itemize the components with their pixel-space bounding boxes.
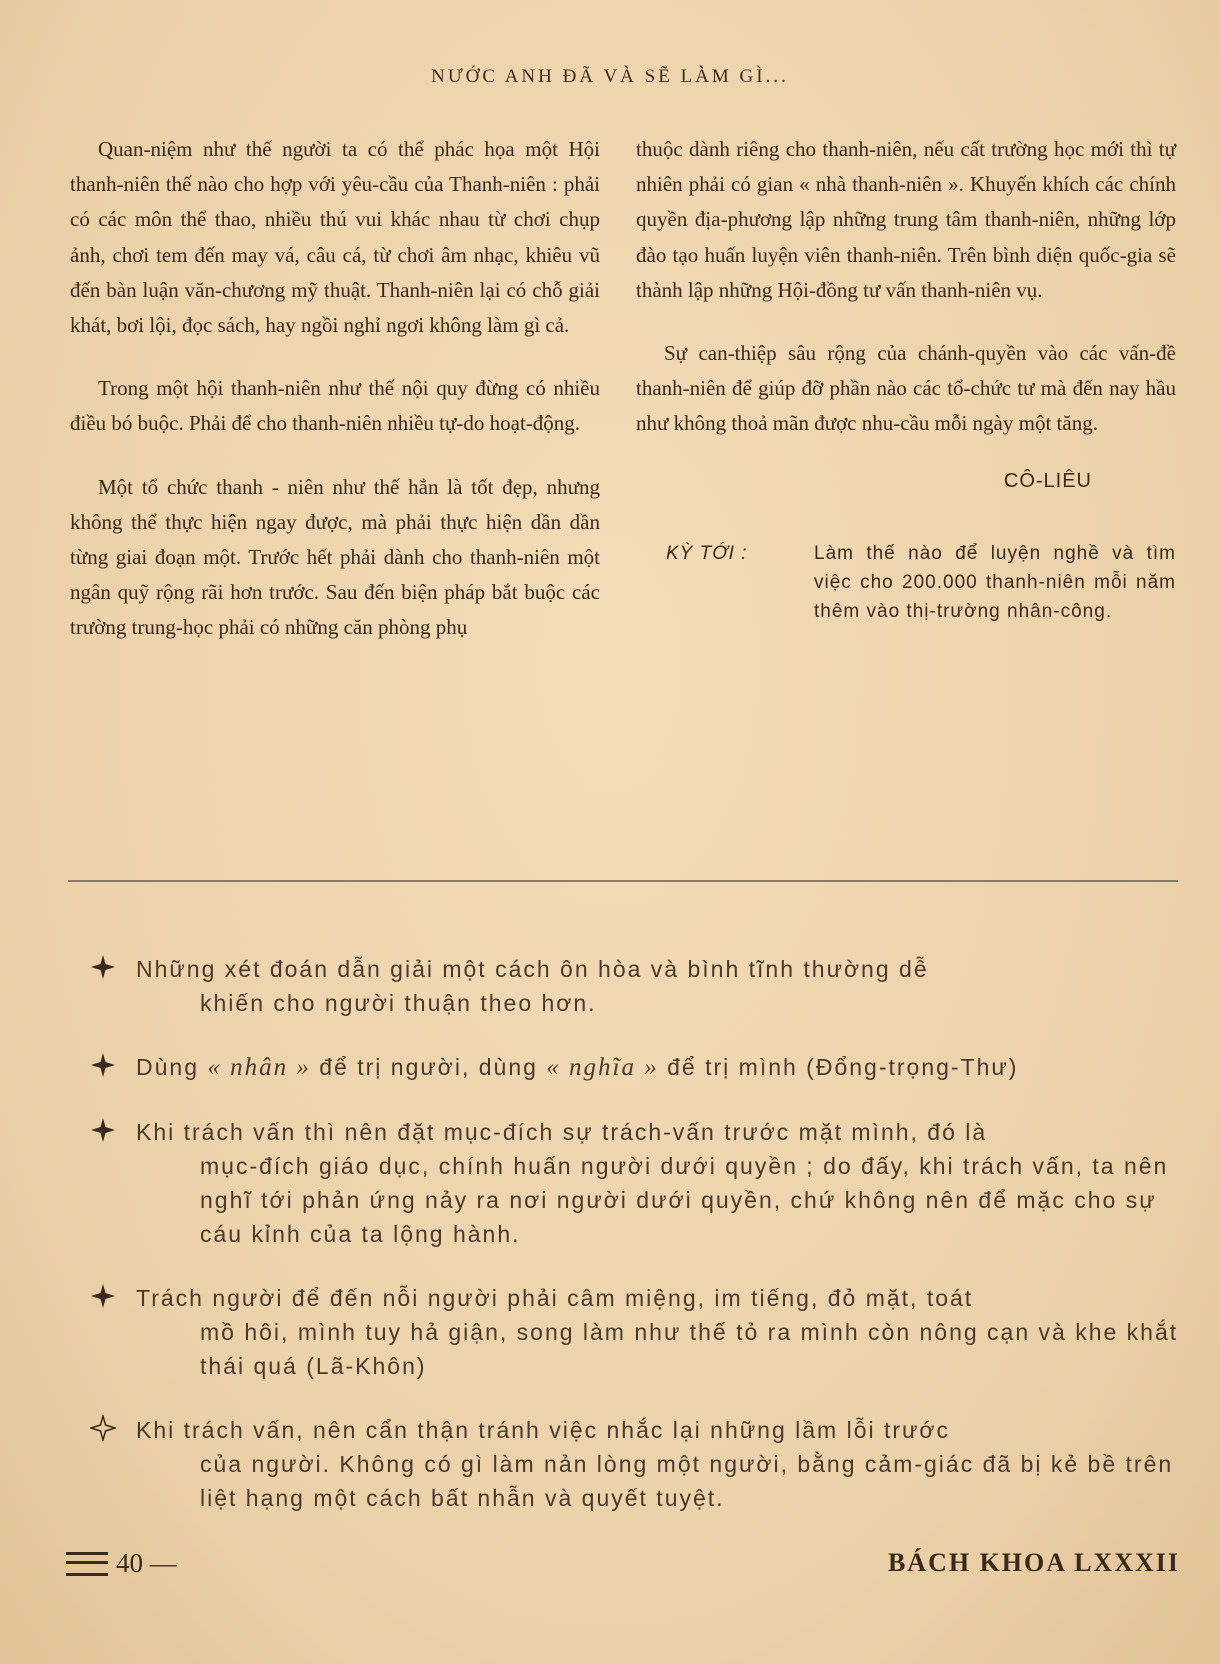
quote-text-continued: của người. Không có gì làm nản lòng một người, bằng cảm-giác đã bị kẻ bề trên liệt hạng một cách bất nhẫn và quyết tuyệt. [200,1451,1174,1511]
quote-text: Dùng [136,1054,208,1080]
quote-emphasis: « nghĩa » [546,1054,659,1081]
quote-text-continued: mồ hôi, mình tuy hả giận, song làm như thế tỏ ra mình còn nông cạn và khe khắt thái quá (Lã-Khôn) [200,1319,1179,1379]
page-footer [66,1548,1180,1588]
paragraph: Sự can-thiệp sâu rộng của chánh-quyền vào các vấn-đề thanh-niên để giúp đỡ phần nào các tổ-chức tư mà đến nay hầu như không thoả mãn được nhu-cầu mỗi ngày một tăng. [636,341,1176,436]
paragraph: thuộc dành riêng cho thanh-niên, nếu cất trường học mới thì tự nhiên phải có gian « nhà thanh-niên ». Khuyến khích các chính quyền địa-phương lập những trung tâm thanh-niên, những lớp đào tạo huấn luyện viên thanh-niên. Trên bình diện quốc-gia sẽ thành lập những Hội-đồng tư vấn thanh-niên vụ. [636,137,1176,302]
page-number [66,1548,177,1579]
next-issue-label: KỲ TỚI : [666,542,748,564]
quote-item [70,952,1180,1020]
quote-item [70,1115,1180,1251]
quote-text: để trị mình (Đổng-trọng-Thư) [658,1054,1019,1080]
paragraph: Quan-niệm như thế người ta có thể phác họa một Hội thanh-niên thế nào cho hợp với yêu-cầu của Thanh-niên : phải có các môn thể thao, nhiều thú vui khác nhau từ chơi chụp ảnh, chơi tem đến may vá, câu cá, từ chơi âm nhạc, khiêu vũ đến bàn luận văn-chương mỹ thuật. Thanh-niên lại có chỗ giải khát, bơi lội, đọc sách, hay ngồi nghỉ ngơi không làm gì cả. [70,137,600,338]
running-header: NƯỚC ANH ĐÃ VÀ SẼ LÀM GÌ... [431,66,789,87]
star-ornament-icon [70,1050,136,1085]
page-number-text: 40 — [116,1548,177,1578]
quote-text: Những xét đoán dẫn giải một cách ôn hòa và bình tĩnh thường dễ [136,956,929,982]
quote-emphasis: « nhân » [207,1054,311,1081]
next-issue-note [636,539,1176,626]
quotes-section [70,952,1180,1545]
star-ornament-icon [70,1413,136,1515]
quote-text: Khi trách vấn thì nên đặt mục-đích sự trách-vấn trước mặt mình, đó là [136,1119,988,1145]
author-signature: CÔ-LIÊU [1003,469,1092,492]
star-ornament-icon [70,1281,136,1383]
quote-item [70,1050,1180,1085]
quote-text: để trị người, dùng [310,1054,547,1080]
left-column [70,132,600,674]
quote-text-continued: khiến cho người thuận theo hơn. [200,990,597,1016]
quote-text: Khi trách vấn, nên cẩn thận tránh việc nhắc lại những lầm lỗi trước [136,1417,951,1443]
quote-item [70,1413,1180,1515]
bars-icon [66,1552,108,1576]
quote-text-continued: mục-đích giáo dục, chính huấn người dưới quyền ; do đấy, khi trách vấn, ta nên nghĩ tới phản ứng nảy ra nơi người dưới quyền, chứ không nên để mặc cho sự cáu kỉnh của ta lộng hành. [200,1153,1169,1247]
next-issue-text: Làm thế nào để luyện nghề và tìm việc cho 200.000 thanh-niên mỗi năm thêm vào thị-trường nhân-công. [814,542,1176,622]
quote-text: Trách người để đến nỗi người phải câm miệng, im tiếng, đỏ mặt, toát [136,1285,974,1311]
right-column [636,132,1176,626]
quote-item [70,1281,1180,1383]
section-divider [68,880,1178,882]
paragraph: Một tổ chức thanh - niên như thế hẳn là tốt đẹp, nhưng không thể thực hiện ngay được, mà phải thực hiện dần dần từng giai đoạn một. Trước hết phải dành cho thanh-niên một ngân quỹ rộng rãi hơn trước. Sau đến biện pháp bắt buộc các trường trung-học phải có những căn phòng phụ [70,474,600,640]
paragraph: Trong một hội thanh-niên như thế nội quy đừng có nhiều điều bó buộc. Phải để cho thanh-niên nhiều tự-do hoạt-động. [70,376,600,436]
journal-name: BÁCH KHOA LXXXII [887,1548,1180,1577]
star-ornament-icon [70,1115,136,1251]
star-ornament-icon [70,952,136,1020]
